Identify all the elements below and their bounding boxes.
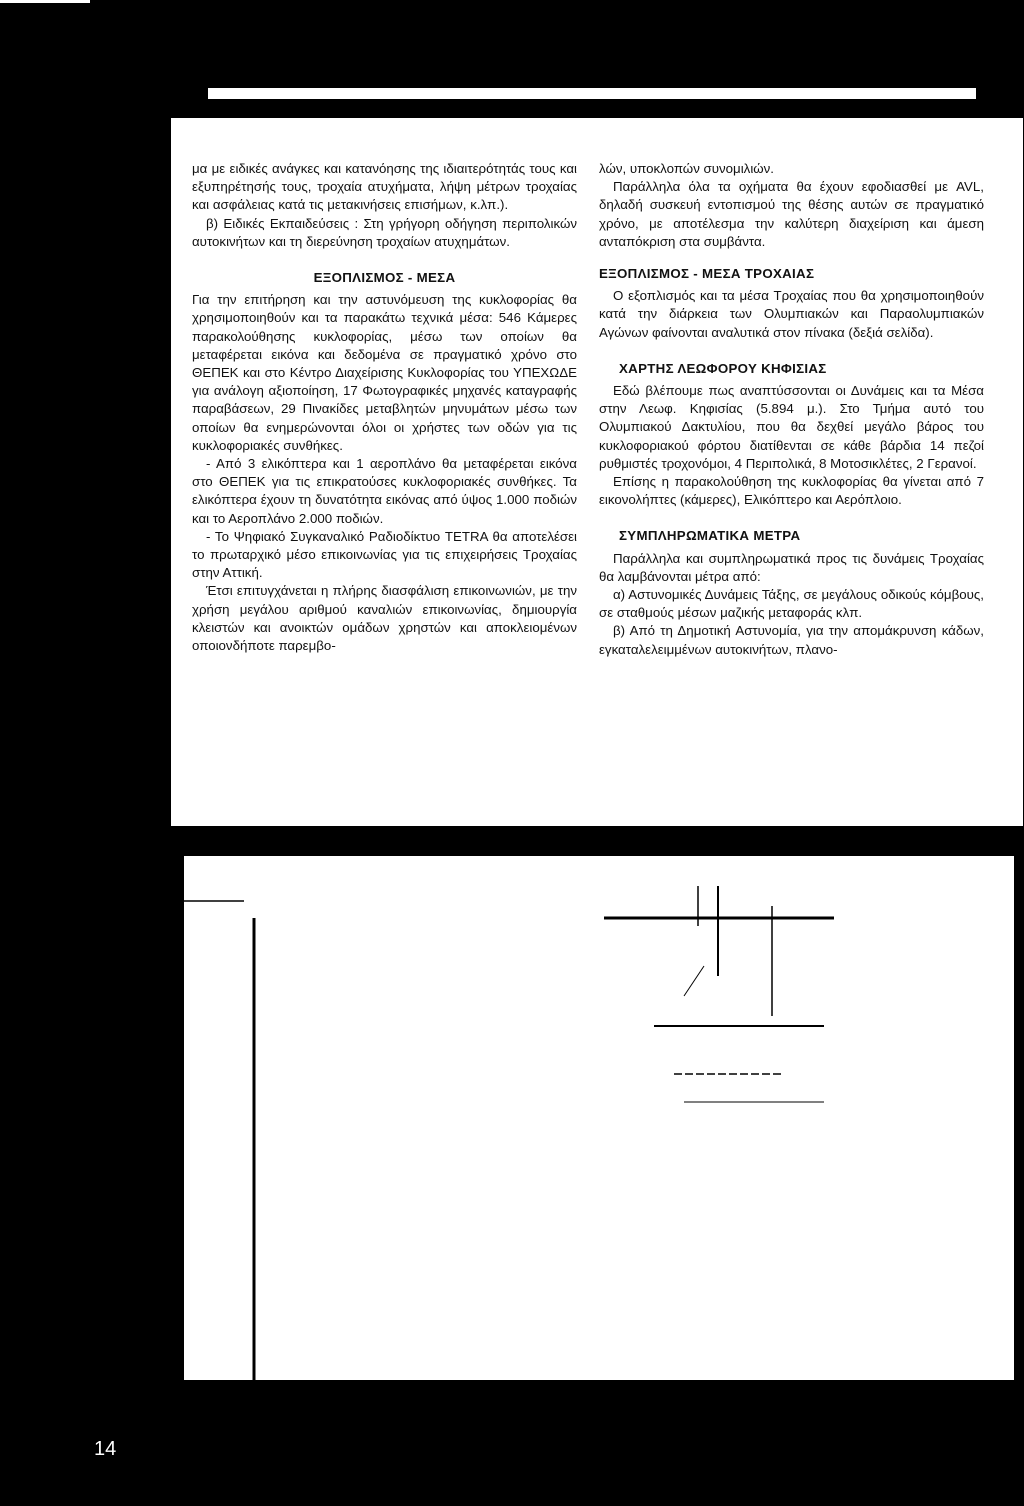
section-heading-supplementary: ΣΥΜΠΛΗΡΩΜΑΤΙΚΑ ΜΕΤΡΑ [619, 528, 801, 544]
header-bar [208, 88, 976, 99]
right-paragraph-1: λών, υποκλοπών συνομιλιών. [599, 161, 774, 176]
right-paragraph-7: α) Αστυνομικές Δυνάμεις Τάξης, σε μεγάλους οδικούς κόμβους, σε σταθμούς μέσων μαζικής μεταφοράς κλπ. [599, 587, 984, 621]
left-paragraph-3: Για την επιτήρηση και την αστυνόμευση της κυκλοφορίας θα χρησιμοποιηθούν και τα παρακάτω τεχνικά μέσα: 546 Κάμερες παρακολούθησης κυκλοφορίας, μέσω των οποίων θα μεταφέρεται εικόνα και δεδομένα σε πραγματικό χρόνο στο ΘΕΠΕΚ και στο Κέντρο Διαχείρισης Κυκλοφορίας του ΥΠΕΧΩΔΕ για ανάλογη αξιοποίηση, 17 Φωτογραφικές μηχανές καταγραφής παραβάσεων, 29 Πινακίδες μεταβλητών μηνυμάτων μέσω των οποίων θα ενημερώνονται όλοι οι χρήστες των οδών για τις κυκλοφοριακές συνθήκες. [192, 292, 577, 453]
right-paragraph-5: Επίσης η παρακολούθηση της κυκλοφορίας θα γίνεται από 7 εικονολήπτες (κάμερες), Ελικόπτερο και Αερόπλοιο. [599, 474, 984, 508]
avenue-map [184, 856, 1014, 1440]
corner-rule [0, 0, 90, 3]
section-heading-traffic-equipment: ΕΞΟΠΛΙΣΜΟΣ - ΜΕΣΑ ΤΡΟΧΑΙΑΣ [599, 266, 815, 282]
map-lines [184, 856, 1014, 1380]
right-paragraph-4: Εδώ βλέπουμε πως αναπτύσσονται οι Δυνάμεις και τα Μέσα στην Λεωφ. Κηφισίας (5.894 μ.). Στο Τμήμα αυτό του Ολυμπιακού Δακτυλίου, που θα δεχθεί μεγάλο βάρος του κυκλοφοριακού φόρτου διατίθενται σε κάθε βάρδια 14 πεζοί ρυθμιστές τροχονόμοι, 4 Περιπολικά, 8 Μοτοσικλέτες, 2 Γερανοί. [599, 383, 984, 471]
right-paragraph-3: Ο εξοπλισμός και τα μέσα Τροχαίας που θα χρησιμοποιηθούν κατά την διάρκεια των Ολυμπιακών και Παραολυμπιακών Αγώνων φαίνονται αναλυτικά στον πίνακα (δεξιά σελίδα). [599, 288, 984, 340]
right-paragraph-6: Παράλληλα και συμπληρωματικά προς τις δυνάμεις Τροχαίας θα λαμβάνονται μέτρα από: [599, 550, 984, 584]
left-paragraph-2: β) Ειδικές Εκπαιδεύσεις : Στη γρήγορη οδήγηση περιπολικών αυτοκινήτων και τη διερεύνηση τροχαίων ατυχημάτων. [192, 215, 577, 249]
left-paragraph-1: μα με ειδικές ανάγκες και κατανόησης της ιδιαιτερότητάς τους και εξυπηρέτησής τους, τροχαία ατυχήματα, λήψη μέτρων τροχαίας και ασφάλειας κατά τις μετακινήσεις επισήμων, κ.λπ.). [192, 161, 577, 213]
left-paragraph-6: Έτσι επιτυγχάνεται η πλήρης διασφάλιση επικοινωνιών, με την χρήση μεγάλου αριθμού καναλιών επικοινωνίας, δημιουργία κλειστών και ανοικτών ομάδων χρηστών και αποκλειομένων οποιονδήποτε παρεμβο- [192, 583, 577, 654]
map-label-psychiko: ΨΥΧΙΚΟ [266, 1428, 312, 1440]
section-heading-map: ΧΑΡΤΗΣ ΛΕΩΦΟΡΟΥ ΚΗΦΙΣΙΑΣ [619, 360, 827, 376]
page-number: 14 [94, 1438, 117, 1460]
right-column [599, 160, 984, 659]
right-paragraph-8: β) Από τη Δημοτική Αστυνομία, για την απομάκρυνση κάδων, εγκαταλελειμμένων αυτοκινήτων, πλανο- [599, 623, 984, 657]
map-road-diagonal [684, 966, 704, 996]
right-paragraph-2: Παράλληλα όλα τα οχήματα θα έχουν εφοδιασθεί με AVL, δηλαδή συσκευή εντοπισμού της θέσης αυτών σε πραγματικό χρόνο, με αποτέλεσμα την καλύτερη διαχείριση και άμεση ανταπόκριση στα συμβάντα. [599, 179, 984, 249]
section-heading-equipment: ΕΞΟΠΛΙΣΜΟΣ - ΜΕΣΑ [313, 270, 456, 286]
left-paragraph-4: - Από 3 ελικόπτερα και 1 αεροπλάνο θα μεταφέρεται εικόνα στο ΘΕΠΕΚ για τις επικρατούσες κυκλοφοριακές συνθήκες. Τα ελικόπτερα έχουν τη δυνατότητα εικόνας από ύψος 1.000 ποδιών και το Αεροπλάνο 2.000 ποδιών. [192, 456, 577, 526]
left-column [192, 160, 577, 655]
left-paragraph-5: - Το Ψηφιακό Συγκαναλικό Ραδιοδίκτυο TETRA θα αποτελέσει το πρωταρχικό μέσο επικοινωνίας για τις επιχειρήσεις Τροχαίας στην Αττική. [192, 528, 577, 581]
